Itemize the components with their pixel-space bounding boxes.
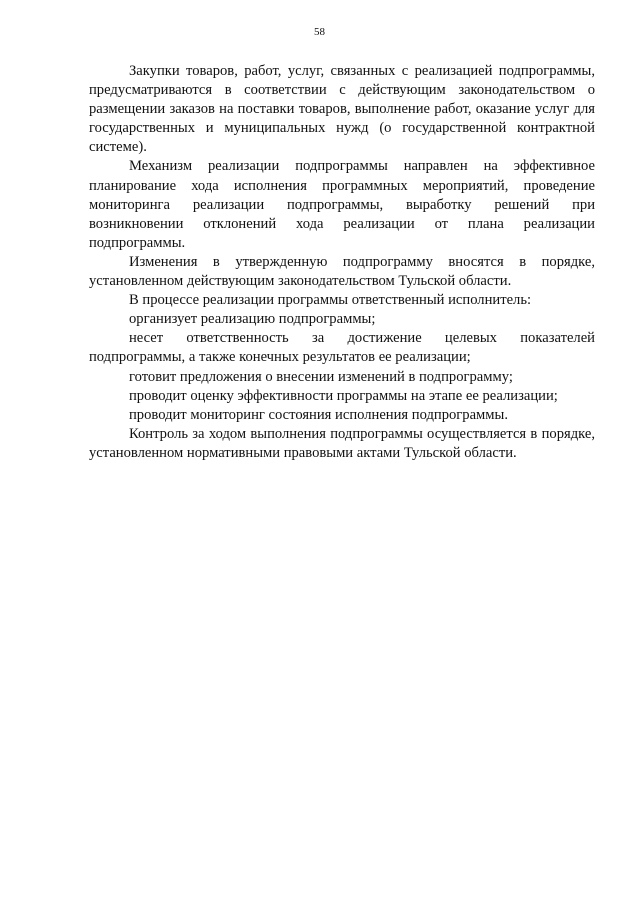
list-item-proposals: готовит предложения о внесении изменений в подпрограмму; — [129, 368, 513, 385]
paragraph-implementation-mechanism: Механизм реализации подпрограммы направлен на эффективное планирование хода исполнения программных мероприятий, проведение мониторинга реализации подпрограммы, выработку решений при возникновении отклонений хода реализации от плана реализации подпрограммы. — [89, 158, 595, 251]
list-item-responsibility: несет ответственность за достижение целевых показателей подпрограммы, а также конечных результатов ее реализации; — [89, 330, 595, 366]
paragraph-responsible-executor-intro: В процессе реализации программы ответственный исполнитель: — [129, 292, 532, 309]
paragraph-procurement: Закупки товаров, работ, услуг, связанных с реализацией подпрограммы, предусматриваются в соответствии с действующим законодательством о размещении заказов на поставки товаров, выполнение работ, оказание услуг для государственных и муниципальных нужд (о государственной контрактной системе). — [89, 63, 595, 156]
list-item-efficiency-evaluation: проводит оценку эффективности программы на этапе ее реализации; — [129, 387, 558, 404]
list-item-monitoring: проводит мониторинг состояния исполнения подпрограммы. — [129, 406, 508, 423]
document-body — [89, 62, 595, 463]
paragraph-control: Контроль за ходом выполнения подпрограммы осуществляется в порядке, установленном нормативными правовыми актами Тульской области. — [89, 425, 595, 461]
paragraph-amendments: Изменения в утвержденную подпрограмму вносятся в порядке, установленном действующим законодательством Тульской области. — [89, 253, 595, 290]
page-number: 58 — [314, 26, 325, 38]
list-item-organizes: организует реализацию подпрограммы; — [129, 311, 376, 328]
